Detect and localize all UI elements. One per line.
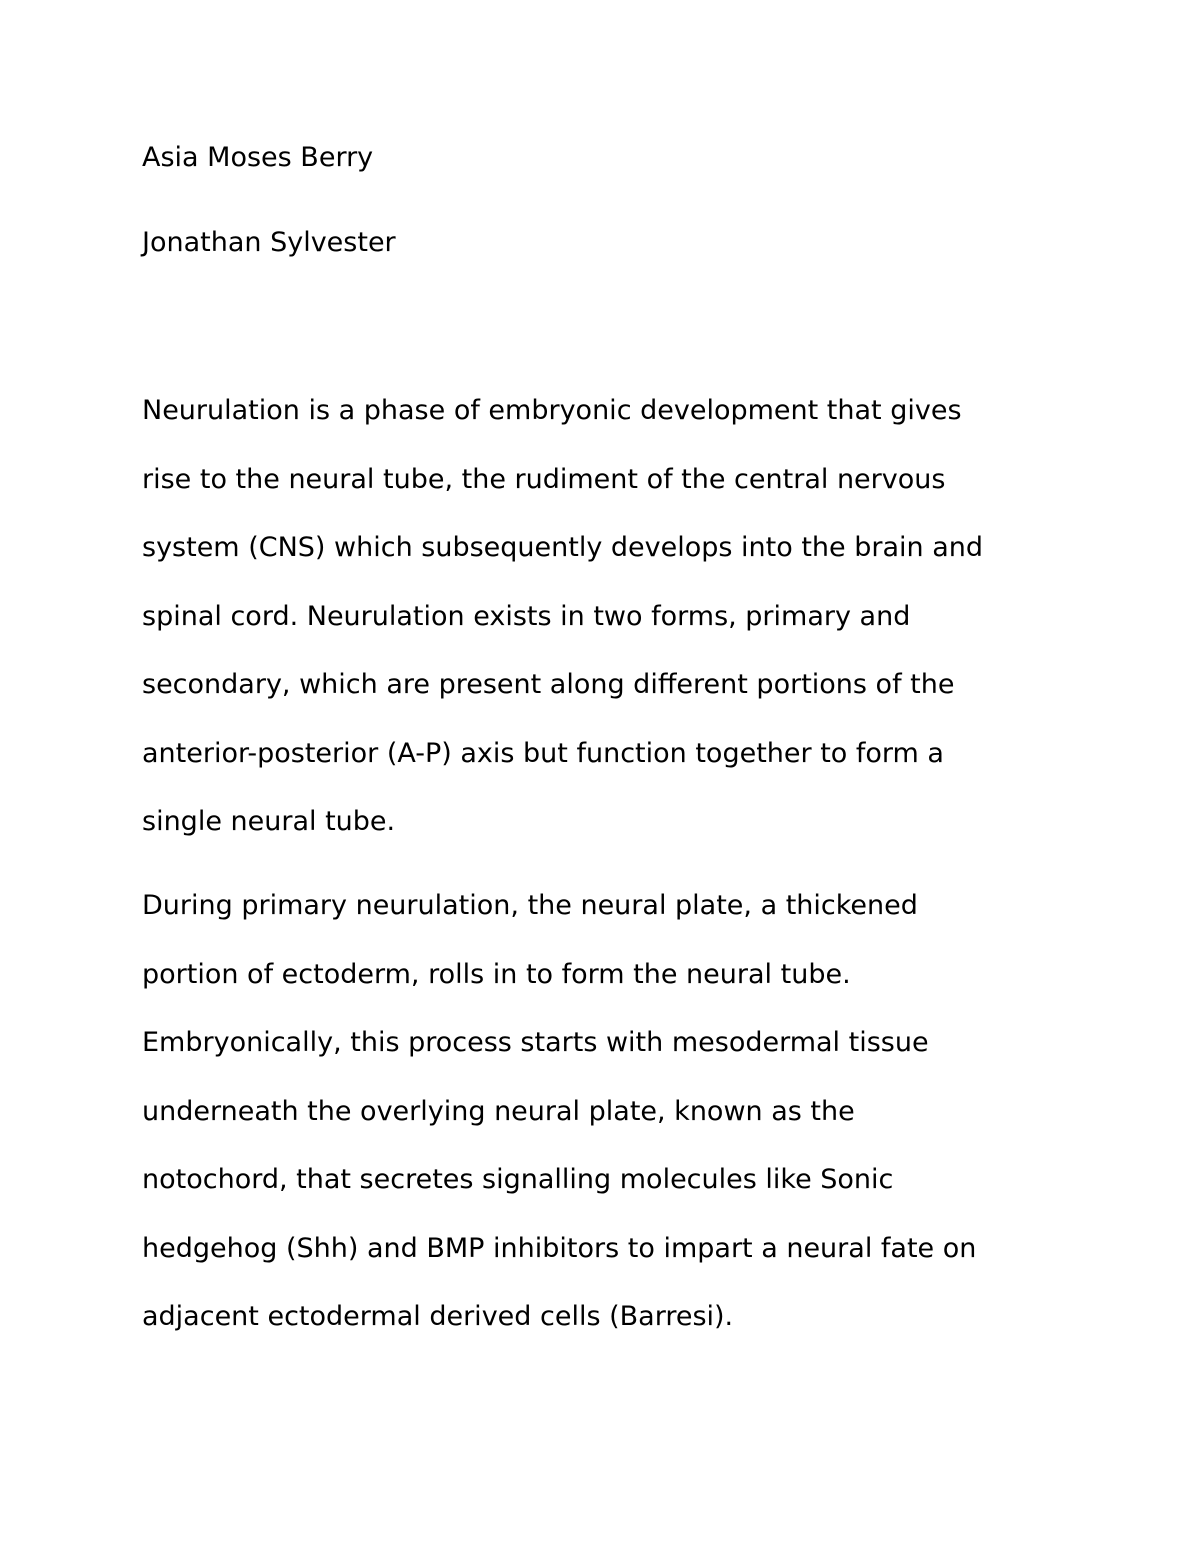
- paragraph-line: anterior-posterior (A-P) axis but function together to form a: [142, 738, 944, 769]
- paragraph-line: secondary, which are present along different portions of the: [142, 669, 955, 700]
- paragraph-line: notochord, that secretes signalling molecules like Sonic: [142, 1164, 894, 1195]
- paragraph-line: Embryonically, this process starts with mesodermal tissue: [142, 1027, 929, 1058]
- paragraph-line: rise to the neural tube, the rudiment of the central nervous: [142, 464, 946, 495]
- paragraph-line: underneath the overlying neural plate, known as the: [142, 1096, 855, 1127]
- instructor-name: Jonathan Sylvester: [142, 227, 396, 258]
- paragraph-line: single neural tube.: [142, 806, 396, 837]
- author-name: Asia Moses Berry: [142, 142, 374, 173]
- paragraph-line: system (CNS) which subsequently develops into the brain and: [142, 532, 984, 563]
- paragraph-line: adjacent ectodermal derived cells (Barresi).: [142, 1301, 734, 1332]
- paragraph-line: spinal cord. Neurulation exists in two forms, primary and: [142, 601, 911, 632]
- paragraph-line: During primary neurulation, the neural plate, a thickened: [142, 890, 918, 921]
- paragraph-line: hedgehog (Shh) and BMP inhibitors to impart a neural fate on: [142, 1233, 977, 1264]
- paragraph-line: Neurulation is a phase of embryonic development that gives: [142, 395, 962, 426]
- paragraph-line: portion of ectoderm, rolls in to form the neural tube.: [142, 959, 851, 990]
